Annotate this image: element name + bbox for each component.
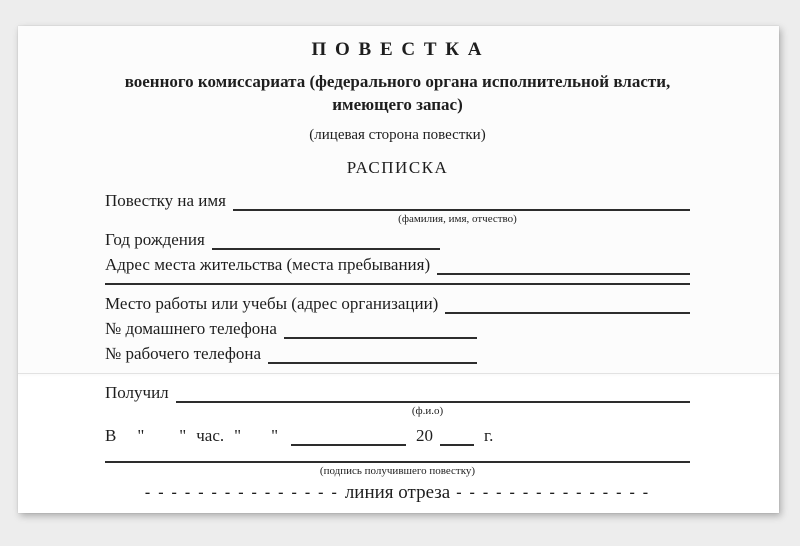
address-blank-line <box>437 256 690 275</box>
received-field-hint: (ф.и.о) <box>411 405 444 417</box>
field-row-datetime <box>105 425 690 446</box>
side-note: (лицевая сторона повестки) <box>309 127 486 143</box>
year-prefix: 20 <box>416 426 434 445</box>
open-quote-day: " <box>234 426 242 445</box>
document-title: П О В Е С Т К А <box>311 39 484 60</box>
field-row-birth-year <box>105 229 440 250</box>
received-field-label: Получил <box>105 383 169 402</box>
home-phone-field-label: № домашнего телефона <box>105 319 277 338</box>
year-suffix: г. <box>484 426 494 445</box>
cut-line-dashes-left: - - - - - - - - - - - - - - - <box>144 484 339 501</box>
close-quote-day: " <box>271 426 279 445</box>
workplace-field-label: Место работы или учебы (адрес организации) <box>105 294 439 313</box>
field-row-home-phone <box>105 318 477 339</box>
name-blank-line <box>233 192 690 211</box>
name-field-hint: (фамилия, имя, отчество) <box>398 213 517 225</box>
summons-content <box>18 26 779 513</box>
work-phone-field-label: № рабочего телефона <box>105 344 261 363</box>
workplace-blank-line <box>445 295 690 314</box>
close-quote-hour: " <box>179 426 187 445</box>
open-quote-hour: " <box>137 426 145 445</box>
field-row-address <box>105 254 690 275</box>
name-field-label: Повестку на имя <box>105 191 226 210</box>
received-blank-line <box>176 384 690 403</box>
address-field-label: Адрес места жительства (места пребывания) <box>105 255 431 274</box>
address-continuation-line <box>105 283 690 285</box>
month-blank-line <box>291 427 406 446</box>
field-row-work-phone <box>105 343 477 364</box>
hour-label: час. <box>196 426 225 445</box>
cut-line-row <box>105 482 690 504</box>
receipt-section-title: РАСПИСКА <box>346 158 449 177</box>
signature-line <box>105 461 690 463</box>
field-row-received <box>105 382 690 403</box>
field-row-name <box>105 190 690 211</box>
cut-line-label: линия отреза <box>344 482 451 503</box>
summons-paper-sheet <box>18 26 779 513</box>
birth-year-blank-line <box>212 231 440 250</box>
year-blank-line <box>440 427 474 446</box>
date-prefix-label: В <box>105 426 117 445</box>
work-phone-blank-line <box>268 345 477 364</box>
home-phone-blank-line <box>284 320 477 339</box>
birth-year-field-label: Год рождения <box>105 230 205 249</box>
cut-line-dashes-right: - - - - - - - - - - - - - - - <box>456 484 651 501</box>
field-row-workplace <box>105 293 690 314</box>
document-subtitle: военного комиссариата (федерального органа исполнительной власти, имеющего запас) <box>124 72 671 114</box>
signature-hint: (подпись получившего повестку) <box>319 465 476 477</box>
